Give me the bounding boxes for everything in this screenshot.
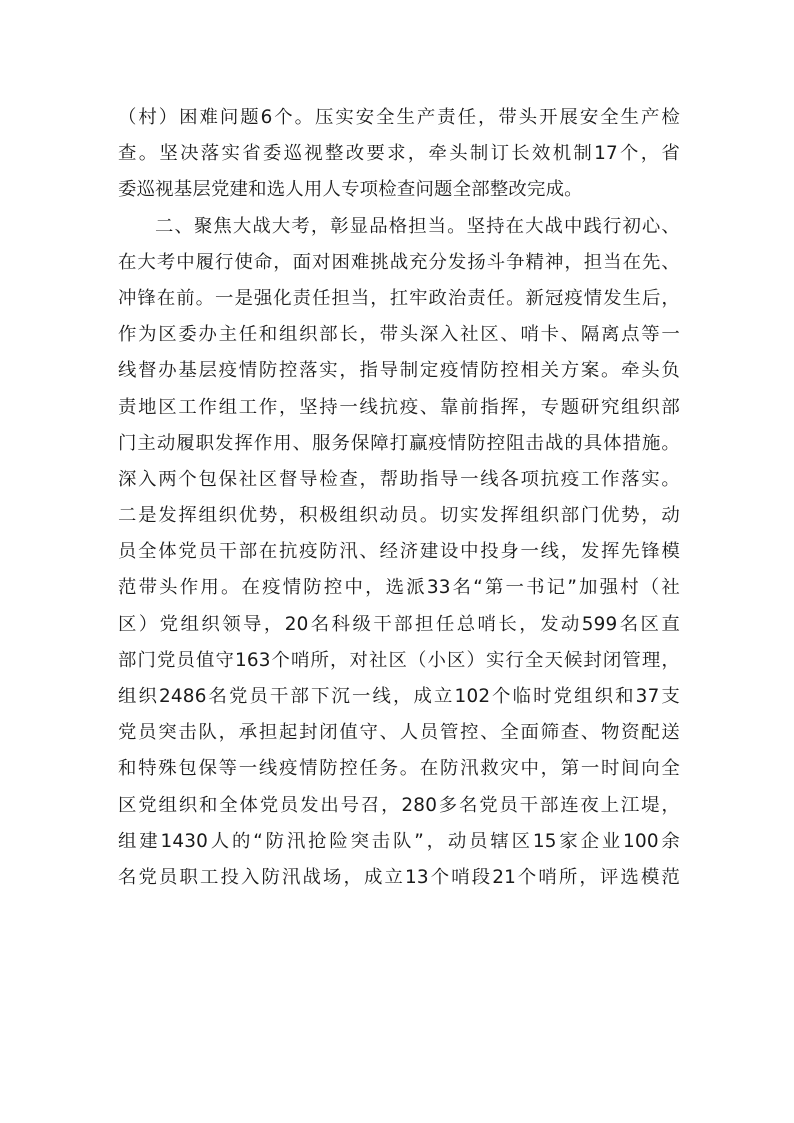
text-line: 责地区工作组工作，坚持一线抗疫、靠前指挥，专题研究组织部 [118,396,680,418]
text-line: 查。坚决落实省委巡视整改要求，牵头制订长效机制17个，省 [118,143,680,165]
text-line: 委巡视基层党建和选人用人专项检查问题全部整改完成。 [118,179,583,201]
body-text [118,100,680,896]
text-line: 作为区委办主任和组织部长，带头深入社区、哨卡、隔离点等一 [118,324,680,346]
text-line: 部门党员值守163个哨所，对社区（小区）实行全天候封闭管理， [118,649,680,671]
text-line: 冲锋在前。一是强化责任担当，扛牢政治责任。新冠疫情发生后， [118,287,680,309]
text-line: 二是发挥组织优势，积极组织动员。切实发挥组织部门优势，动 [118,505,680,527]
text-line: 门主动履职发挥作用、服务保障打赢疫情防控阻击战的具体措施。 [118,432,680,454]
text-line: 组建1430人的“防汛抢险突击队”，动员辖区15家企业100余 [118,830,680,852]
text-line: （村）困难问题6个。压实安全生产责任，带头开展安全生产检 [118,107,680,128]
text-line: 线督办基层疫情防控落实，指导制定疫情防控相关方案。牵头负 [118,360,680,382]
text-line: 名党员职工投入防汛战场，成立13个哨段21个哨所，评选模范 [118,866,680,888]
text-line: 员全体党员干部在抗疫防汛、经济建设中投身一线，发挥先锋模 [118,541,680,563]
section-heading-line: 二、聚焦大战大考，彰显品格担当。坚持在大战中践行初心、 [155,215,680,237]
text-line: 组织2486名党员干部下沉一线，成立102个临时党组织和37支 [118,686,680,707]
text-line: 和特殊包保等一线疫情防控任务。在防汛救灾中，第一时间向全 [118,758,680,780]
text-line: 范带头作用。在疫情防控中，选派33名“第一书记”加强村（社 [118,577,680,599]
text-line: 党员突击队，承担起封闭值守、人员管控、全面筛查、物资配送 [118,722,680,744]
text-line: 深入两个包保社区督导检查，帮助指导一线各项抗疫工作落实。 [118,468,680,490]
text-line: 区党组织和全体党员发出号召，280多名党员干部连夜上江堤， [118,794,680,816]
text-line: 区）党组织领导，20名科级干部担任总哨长，发动599名区直 [118,613,680,635]
text-line: 在大考中履行使命，面对困难挑战充分发扬斗争精神，担当在先、 [118,251,680,273]
